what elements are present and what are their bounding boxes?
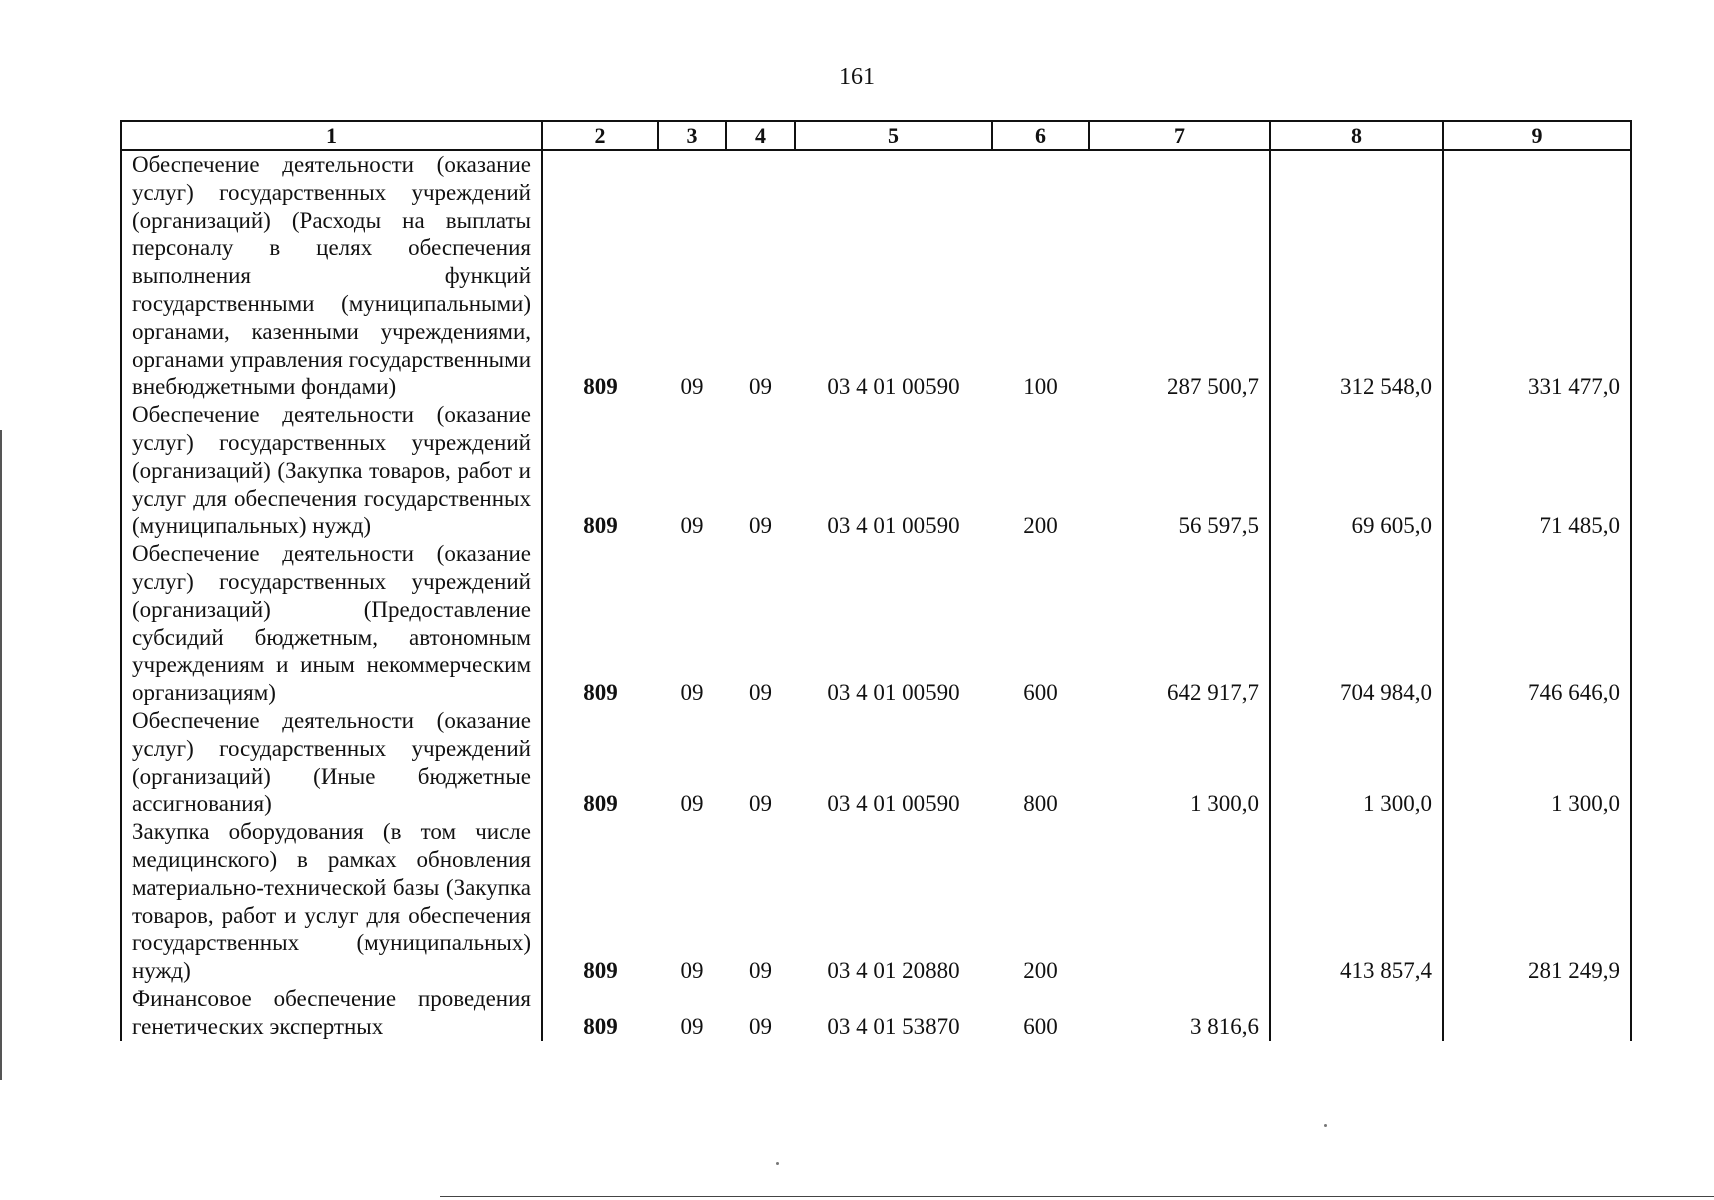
- table-row: [121, 150, 1631, 401]
- scan-speck: [776, 1162, 779, 1165]
- scan-margin-line: [0, 430, 2, 1080]
- header-row: [121, 121, 1631, 150]
- table-row: [121, 401, 1631, 540]
- subsection-code: 09: [749, 1014, 772, 1040]
- amount-col-8: 312 548,0: [1270, 150, 1443, 401]
- expense-name: Обеспечение деятельности (оказание услуг) государственных учреждений (организаций) (Расходы на выплаты персоналу в целях обеспечения выполнения функций государственными (муниципальными) органами, казенными учреждениями, органами управления государственными внебюджетными фондами): [121, 150, 542, 401]
- expense-name: Обеспечение деятельности (оказание услуг) государственных учреждений (организаций) (Иные бюджетные ассигнования): [121, 707, 542, 818]
- header-col-9: 9: [1443, 121, 1631, 150]
- header-col-3: 3: [658, 121, 726, 150]
- amount-col-8: 413 857,4: [1270, 818, 1443, 985]
- table-row: [121, 540, 1631, 707]
- header-col-1: 1: [121, 121, 542, 150]
- budget-table: [120, 120, 1632, 1041]
- target-article-code: 03 4 01 00590: [827, 374, 960, 400]
- subsection-code: 09: [749, 791, 772, 817]
- table-row: [121, 707, 1631, 818]
- amount-col-7: 1 300,0: [1190, 791, 1259, 817]
- amount-col-9: 1 300,0: [1443, 707, 1631, 818]
- expense-type-code: 800: [1023, 791, 1058, 817]
- amount-col-9: 281 249,9: [1443, 818, 1631, 985]
- scan-bottom-line: [440, 1196, 1714, 1197]
- amount-col-7: 3 816,6: [1190, 1014, 1259, 1040]
- amount-col-7: 642 917,7: [1167, 680, 1259, 706]
- amount-col-7: 56 597,5: [1178, 513, 1259, 539]
- target-article-code: 03 4 01 53870: [827, 1014, 960, 1040]
- scan-speck: [1324, 1124, 1327, 1127]
- subsection-code: 09: [749, 680, 772, 706]
- section-code: 09: [680, 958, 704, 984]
- header-col-6: 6: [992, 121, 1089, 150]
- target-article-code: 03 4 01 00590: [827, 791, 960, 817]
- expense-type-code: 100: [1023, 374, 1058, 400]
- amount-col-8: [1270, 985, 1443, 1041]
- subsection-code: 09: [749, 513, 772, 539]
- amount-col-8: 1 300,0: [1270, 707, 1443, 818]
- amount-col-8: 704 984,0: [1270, 540, 1443, 707]
- ministry-code: 809: [583, 513, 618, 539]
- amount-col-8: 69 605,0: [1270, 401, 1443, 540]
- header-col-5: 5: [795, 121, 992, 150]
- expense-name: Финансовое обеспечение проведения генетических экспертных: [121, 985, 542, 1041]
- ministry-code: 809: [583, 374, 618, 400]
- target-article-code: 03 4 01 20880: [827, 958, 960, 984]
- expense-name: Обеспечение деятельности (оказание услуг) государственных учреждений (организаций) (Предоставление субсидий бюджетным, автономным учреждениям и иным некоммерческим организациям): [121, 540, 542, 707]
- header-col-8: 8: [1270, 121, 1443, 150]
- table-row: [121, 818, 1631, 985]
- table-row: [121, 985, 1631, 1041]
- amount-col-9: 746 646,0: [1443, 540, 1631, 707]
- expense-name: Обеспечение деятельности (оказание услуг) государственных учреждений (организаций) (Закупка товаров, работ и услуг для обеспечения государственных (муниципальных) нужд): [121, 401, 542, 540]
- subsection-code: 09: [749, 958, 772, 984]
- section-code: 09: [680, 1014, 704, 1040]
- section-code: 09: [680, 680, 704, 706]
- amount-col-9: 71 485,0: [1443, 401, 1631, 540]
- expense-type-code: 200: [1023, 513, 1058, 539]
- expense-type-code: 600: [1023, 680, 1058, 706]
- header-col-7: 7: [1089, 121, 1270, 150]
- expense-type-code: 200: [1023, 958, 1058, 984]
- expense-name: Закупка оборудования (в том числе медицинского) в рамках обновления материально-технической базы (Закупка товаров, работ и услуг для обеспечения государственных (муниципальных) нужд): [121, 818, 542, 985]
- amount-col-7: [1089, 818, 1270, 985]
- page-number: 161: [839, 64, 875, 90]
- section-code: 09: [680, 513, 704, 539]
- header-col-2: 2: [542, 121, 658, 150]
- section-code: 09: [680, 791, 704, 817]
- expense-type-code: 600: [1023, 1014, 1058, 1040]
- amount-col-7: 287 500,7: [1167, 374, 1259, 400]
- subsection-code: 09: [749, 374, 772, 400]
- ministry-code: 809: [583, 958, 618, 984]
- target-article-code: 03 4 01 00590: [827, 513, 960, 539]
- section-code: 09: [680, 374, 704, 400]
- ministry-code: 809: [583, 791, 618, 817]
- amount-col-9: 331 477,0: [1443, 150, 1631, 401]
- ministry-code: 809: [583, 680, 618, 706]
- header-col-4: 4: [726, 121, 795, 150]
- target-article-code: 03 4 01 00590: [827, 680, 960, 706]
- amount-col-9: [1443, 985, 1631, 1041]
- ministry-code: 809: [583, 1014, 618, 1040]
